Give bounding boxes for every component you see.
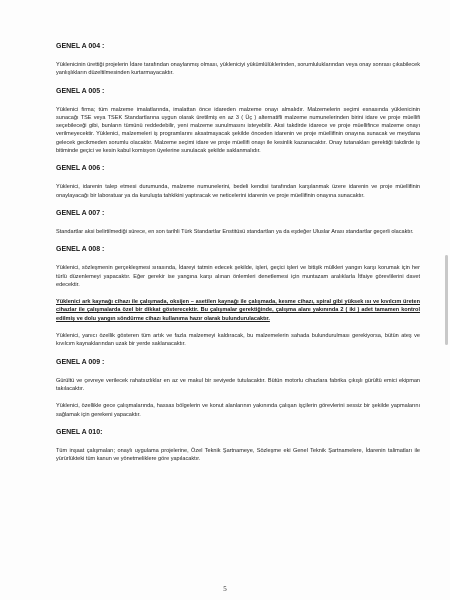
section-heading: GENEL A 004 : bbox=[56, 43, 105, 50]
paragraph: Yüklenici, özellikle gece çalışmalarında, hassas bölgelerin ve konut alanlarının yakınında çalışan işçilerin görevlerini sessiz bir şekilde yapmalarını sağlamak için gerekeni yapacaktır. bbox=[56, 403, 420, 418]
paragraph: Yüklenici, idarenin talep etmesi durumunda, malzeme numunelerini, bedeli kendisi tarafından karşılanmak üzere idarenin ve proje müellifinin onaylayacağı bir laboratuar ya da kuruluşta tahkikini yaptıracak ve neticelerini idarenin ve proje müellifinin onayına sunacaktır. bbox=[56, 184, 420, 199]
section-heading: GENEL A 008 : bbox=[56, 246, 105, 254]
section-genel-a-009 bbox=[56, 358, 420, 419]
section-heading: GENEL A 006 : bbox=[56, 165, 105, 173]
section-genel-a-008 bbox=[56, 245, 420, 348]
paragraph: Yüklenicinin ürettiği projelerin İdare tarafından onaylanmış olması, yükleniciyi yükümlülüklerinden, sorumluluklarından veya onay sonrası çıkabilecek yanlışlıkların düzeltilmesinden kurtarmayacaktır. bbox=[56, 62, 420, 77]
paragraph: Standartlar aksi belirtilmediği sürece, en son tarihli Türk Standartlar Enstitüsü standartları ya da eşdeğer Uluslar Arası standartlar geçerli olacaktır. bbox=[56, 228, 414, 235]
section-heading: GENEL A 009 : bbox=[56, 358, 105, 366]
section-heading: GENEL A 010: bbox=[56, 428, 103, 436]
section-genel-a-007 bbox=[56, 209, 420, 236]
paragraph: Gürültü ve çevreye verilecek rahatsızlıklar en az ve makul bir seviyede tutulacaktır. Bütün motorlu cihazlara fabrika çıkışlı gürültü emici ekipman takılacaktır. bbox=[56, 377, 420, 392]
document-content bbox=[56, 42, 420, 472]
paragraph: Yüklenici, sözleşmenin gerçekleşmesi sırasında, İdareyi tatmin edecek şekilde, işleri, geçici işleri ve bitişik mülkleri yangın karşı korumak için her türlü düzenlemeyi yapacaktır. Eğer gerekir ise yangına karşı alınan önlemleri denetlemesi için muntazam aralıklarla İtfaiye görevlilerini davet edecektir. bbox=[56, 265, 420, 288]
paragraph: Yüklenici, yanıcı özellik gösteren tüm artık ve fazla malzemeyi kaldıracak, bu malzemelerin sahada bulundurulması gerekiyorsa, bütün ateş ve kıvılcım kaynaklarından uzak bir yerde saklanacaktır. bbox=[56, 333, 420, 348]
paragraph: Tüm inşaat çalışmaları; onaylı uygulama projelerine, Özel Teknik Şartnameye, Sözleşme eki Genel Teknik Şartnamelere, İdarenin talimatları ile yürürlükteki tüm kanun ve yönetmeliklere göre yapılacaktır. bbox=[56, 447, 420, 463]
section-genel-a-010 bbox=[56, 428, 420, 464]
page-number: 5 bbox=[223, 585, 227, 593]
section-genel-a-004 bbox=[56, 42, 420, 78]
warning-paragraph: Yüklenici ark kaynağı cihazı ile çalışmada, oksijen – asetilen kaynağı ile çalışmada, kesme cihazı, spiral gibi yüksek ısı ve kıvılcım üreten cihazlar ile çalışmalarda özel bir dikkat gösterecektir. Bu çalışmalar gerektiğinde, çalışma alanı yakınında 2 ( iki ) adet tamamen kontrol edilmiş ve dolu yangın söndürme cihazı kullanıma hazır olarak bulundurulacaktır. bbox=[56, 299, 420, 322]
paragraph: Yüklenici firma; tüm malzeme imalatlarında, imalattan önce idareden malzeme onayı almalıdır. Malzemelerin seçimi esnasında yüklenicinin sunacağı TSE veya TSEK Standartlarına uygun olarak üretilmiş en az 3 ( Üç ) alternatifli malzeme numunelerinden birini idare ve proje müellifi seçebileceği gibi, bunların tümünü reddedebilir, yeni malzeme sunulmasını isteyebilir. Aksi takdirde idarece ve proje müellifince malzeme onayı verilmeyecektir. Yüklenici, malzemeleri iş programlarını aksatmayacak şekilde önceden idarenin ve proje müellifinin onayına sunacak ve meydana gelecek gecikmeden sorumlu olacaktır. Malzeme seçimi idare ve proje müellifi onayı ile kesinlik kazanacaktır. Onay tutanakları gerektiği takdirde iş bitiminde geçici ve kesin kabul komisyon üyelerine sunulacak şekilde saklanmalıdır. bbox=[56, 106, 420, 155]
scrollbar[interactable] bbox=[445, 255, 448, 345]
section-genel-a-006 bbox=[56, 164, 420, 200]
section-heading: GENEL A 005 : bbox=[56, 87, 105, 95]
section-genel-a-005 bbox=[56, 87, 420, 156]
section-heading: GENEL A 007 : bbox=[56, 209, 105, 217]
